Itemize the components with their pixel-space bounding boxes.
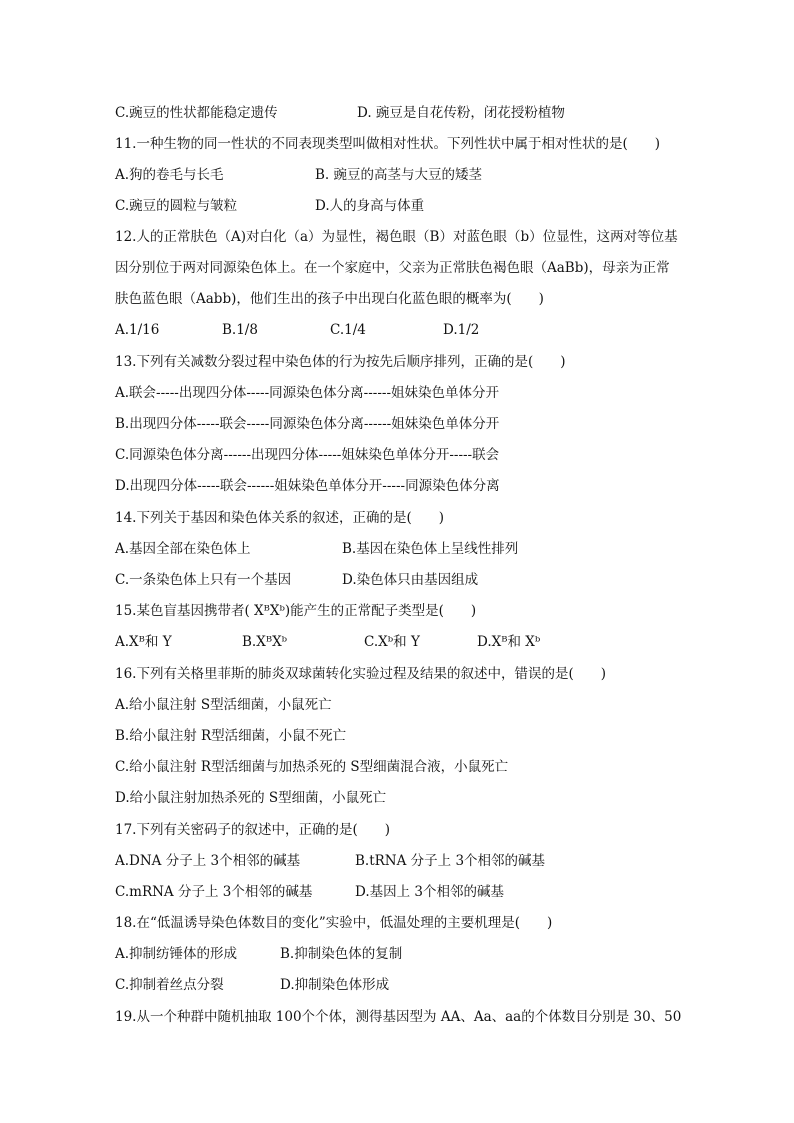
q10-option-c: C.豌豆的性状都能稳定遗传 <box>115 105 278 121</box>
q14-option-d: D.染色体只由基因组成 <box>342 572 479 588</box>
q19-stem: 19.从一个种群中随机抽取 100个个体，测得基因型为 AA、Aa、aa的个体数目分别是 30、50 <box>115 1009 682 1025</box>
q15-option-c: C.Xᵇ和 Y <box>364 634 420 650</box>
q14-option-a: A.基因全部在染色体上 <box>115 541 251 557</box>
q12-option-d: D.1/2 <box>443 322 480 338</box>
q15-option-a: A.Xᴮ和 Y <box>115 634 172 650</box>
q16-option-c: C.给小鼠注射 R型活细菌与加热杀死的 S型细菌混合液，小鼠死亡 <box>115 759 509 775</box>
q15-option-b: B.XᴮXᵇ <box>242 634 288 650</box>
q14-option-b: B.基因在染色体上呈线性排列 <box>342 541 519 557</box>
q11-option-d: D.人的身高与体重 <box>315 198 425 214</box>
q13-stem: 13.下列有关减数分裂过程中染色体的行为按先后顺序排列，正确的是( ) <box>115 354 566 370</box>
q17-option-b: B.tRNA 分子上 3个相邻的碱基 <box>355 853 546 869</box>
q15-option-d: D.Xᴮ和 Xᵇ <box>477 634 541 650</box>
q17-option-d: D.基因上 3个相邻的碱基 <box>355 884 505 900</box>
q11-option-a: A.狗的卷毛与长毛 <box>115 167 224 183</box>
q12-stem-line-1: 12.人的正常肤色（A)对白化（a）为显性，褐色眼（B）对蓝色眼（b）位显性，这两对等位基 <box>115 229 678 245</box>
q12-stem-line-3: 肤色蓝色眼（Aabb)，他们生出的孩子中出现白化蓝色眼的概率为( ) <box>115 291 544 307</box>
q15-stem: 15.某色盲基因携带者( XᴮXᵇ)能产生的正常配子类型是( ) <box>115 603 477 619</box>
q13-option-d: D.出现四分体-----联会------姐妹染色单体分开-----同源染色体分离 <box>115 478 500 494</box>
q17-stem: 17.下列有关密码子的叙述中，正确的是( ) <box>115 822 391 838</box>
q16-stem: 16.下列有关格里菲斯的肺炎双球菌转化实验过程及结果的叙述中，错误的是( ) <box>115 666 607 682</box>
q18-option-d: D.抑制染色体形成 <box>280 977 390 993</box>
q18-option-a: A.抑制纺锤体的形成 <box>115 946 238 962</box>
q11-option-c: C.豌豆的圆粒与皱粒 <box>115 198 238 214</box>
q18-stem: 18.在“低温诱导染色体数目的变化”实验中，低温处理的主要机理是( ) <box>115 915 553 931</box>
q17-option-a: A.DNA 分子上 3个相邻的碱基 <box>115 853 301 869</box>
q10-option-d: D. 豌豆是自花传粉，闭花授粉植物 <box>357 105 565 121</box>
q16-option-d: D.给小鼠注射加热杀死的 S型细菌，小鼠死亡 <box>115 790 387 806</box>
q13-option-a: A.联会-----出现四分体-----同源染色体分离------姐妹染色单体分开 <box>115 385 500 401</box>
q13-option-c: C.同源染色体分离------出现四分体-----姐妹染色单体分开-----联会 <box>115 447 500 463</box>
q18-option-b: B.抑制染色体的复制 <box>280 946 403 962</box>
q11-stem: 11.一种生物的同一性状的不同表现类型叫做相对性状。下列性状中属于相对性状的是( ) <box>115 136 661 152</box>
q17-option-c: C.mRNA 分子上 3个相邻的碱基 <box>115 884 313 900</box>
q12-option-b: B.1/8 <box>222 322 258 338</box>
q12-option-a: A.1/16 <box>115 322 160 338</box>
q14-option-c: C.一条染色体上只有一个基因 <box>115 572 292 588</box>
q14-stem: 14.下列关于基因和染色体关系的叙述，正确的是( ) <box>115 510 445 526</box>
q16-option-b: B.给小鼠注射 R型活细菌，小鼠不死亡 <box>115 728 347 744</box>
q12-stem-line-2: 因分别位于两对同源染色体上。在一个家庭中，父亲为正常肤色褐色眼（AaBb)，母亲为正常 <box>115 260 670 276</box>
q18-option-c: C.抑制着丝点分裂 <box>115 977 224 993</box>
q16-option-a: A.给小鼠注射 S型活细菌，小鼠死亡 <box>115 697 332 713</box>
q13-option-b: B.出现四分体-----联会-----同源染色体分离------姐妹染色单体分开 <box>115 416 500 432</box>
q12-option-c: C.1/4 <box>330 322 366 338</box>
q11-option-b: B. 豌豆的高茎与大豆的矮茎 <box>315 167 483 183</box>
